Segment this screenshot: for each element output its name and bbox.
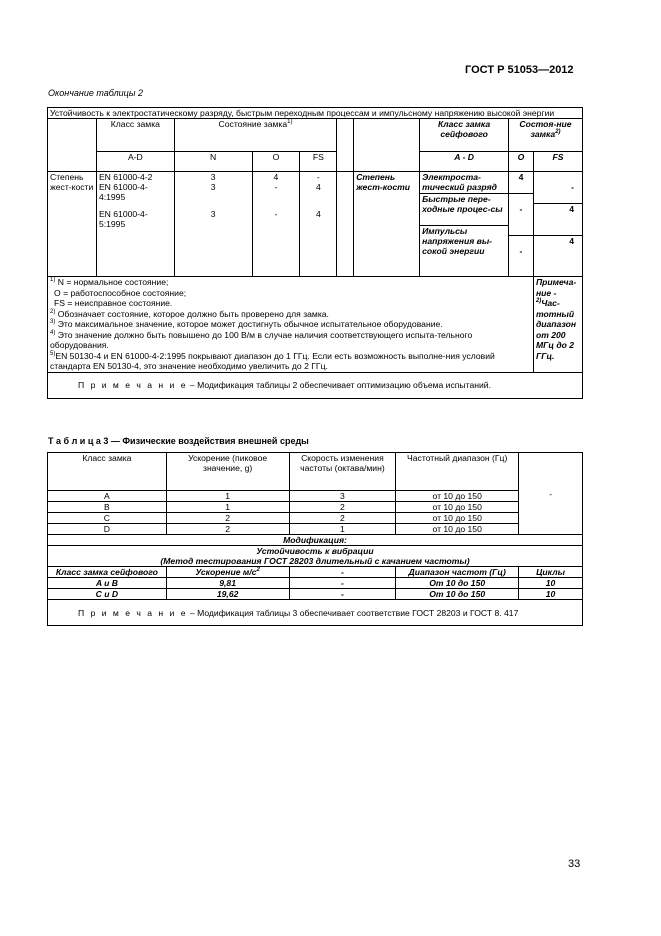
table2-note: П р и м е ч а н и е – Модификация таблицы 2 обеспечивает оптимизацию объема испытаний. [48, 372, 583, 398]
t3-mod-sub2: (Метод тестирования ГОСТ 28203 длительный с качанием частоты) [48, 556, 583, 567]
col-lock-state: Состояние замка$^{1)}$ [174, 119, 337, 152]
t3-mod-cell: От 10 до 150 [396, 589, 519, 600]
table-continuation-caption: Окончание таблицы 2 [48, 88, 143, 98]
o-values: 4 - - [252, 172, 300, 277]
t3-col-freq: Частотный диапазон (Гц) [396, 453, 519, 491]
t3-mod-cell: - [289, 589, 396, 600]
t3-cell: B [48, 502, 167, 513]
n-values: 3 3 3 [174, 172, 252, 277]
t3-mod-head-dash: - [289, 567, 396, 578]
t3-cell: от 10 до 150 [396, 513, 519, 524]
t3-cell: D [48, 524, 167, 535]
t3-mod-cell: C и D [48, 589, 167, 600]
t3-mod-title: Модификация: [48, 535, 583, 546]
t3-mod-cell: 19,62 [166, 589, 289, 600]
t3-mod-cell: 10 [519, 578, 583, 589]
t3-mod-cell: A и B [48, 578, 167, 589]
std-list [96, 172, 174, 277]
col-safe-state: Состоя-ние замка$^{2)}$ [509, 119, 583, 152]
t3-mod-head-accel: Ускорение $м/с^2$ [166, 567, 289, 578]
col-safe-class: Класс замка сейфового [420, 119, 509, 152]
t3-cell: от 10 до 150 [396, 502, 519, 513]
col-lock-class: Класс замка [96, 119, 174, 152]
std-name: EN 61000-4-2 [98, 172, 153, 182]
group-label-safe: Степень жест-кости [354, 172, 420, 277]
sub-ad-safe: A - D [420, 152, 509, 172]
table2-intro: Устойчивость к электростатическому разряду, быстрым переходным процессам и импульсному напряжению высокой энергии [48, 108, 583, 119]
table3-title: Т а б л и ц а 3 — Физические воздействия внешней среды [48, 436, 309, 446]
sub-o-safe: O [509, 152, 534, 172]
t3-mod-head-freq: Диапазон частот (Гц) [396, 567, 519, 578]
std-name: EN 61000-4-4:1995 [98, 182, 148, 202]
side-note: Примеча-ние - $^{2)}$Час-тотный диапазон от 200 МГц до 2 ГГц. [533, 277, 582, 373]
table3-note: П р и м е ч а н и е – Модификация таблицы 3 обеспечивает соответствие ГОСТ 28203 и ГОСТ 8. 417 [48, 600, 583, 626]
t3-cell: 2 [166, 513, 289, 524]
t3-mod-cell: От 10 до 150 [396, 578, 519, 589]
sub-fs: FS [300, 152, 337, 172]
t3-cell: от 10 до 150 [396, 524, 519, 535]
t3-col-accel: Ускорение (пиковое значение, g) [166, 453, 289, 491]
t3-cell: 2 [289, 502, 396, 513]
t3-cell: от 10 до 150 [396, 491, 519, 502]
t3-cell: 1 [166, 491, 289, 502]
t3-mod-head-cls: Класс замка сейфового [48, 567, 167, 578]
t3-mod-cell: 9,81 [166, 578, 289, 589]
t3-mod-cell: 10 [519, 589, 583, 600]
t3-mod-head-cycles: Циклы [519, 567, 583, 578]
sub-ad: A-D [96, 152, 174, 172]
t3-cell: 2 [166, 524, 289, 535]
t3-mod-sub1: Устойчивость к вибрации [48, 546, 583, 557]
safe-o-values: 4 - - [509, 172, 534, 277]
standard-header: ГОСТ Р 51053—2012 [465, 64, 574, 76]
footnotes: $^{1)}$ N = нормальное состояние; O = работоспособное состояние; FS = неисправное состояние. $^{2)}$ Обозначает состояние, которое должно быть проверено для замка. $^{3)}$ Это максимальное значение, которое может достигнуть обычное испытательное оборудование. $^{4)}$ Это значение должно быть повышено до 100 В/м в случае наличия соответствующего испыта-тельного оборудования. $^{5)}$EN 50130-4 и EN 61000-4-2:1995 покрывают диапазон до 1 ГГц. Если есть возможность выполне-ния условий стандарта EN 50130-4, это значение необходимо увеличить до 2 ГГц. [48, 277, 534, 373]
group-label: Степень жест-кости [48, 172, 97, 277]
t3-cell: C [48, 513, 167, 524]
sub-fs-safe: FS [533, 152, 582, 172]
sub-n: N [174, 152, 252, 172]
t3-col-rate: Скорость изменения частоты (октава/мин) [289, 453, 396, 491]
std-name: EN 61000-4-5:1995 [98, 209, 148, 229]
safe-fs-values: - 4 4 [533, 172, 582, 277]
t3-col-lock-class: Класс замка [48, 453, 167, 491]
sub-o: O [252, 152, 300, 172]
t3-cell: 1 [289, 524, 396, 535]
fs-values: - 4 4 [300, 172, 337, 277]
t3-cell: 1 [166, 502, 289, 513]
t3-cell: A [48, 491, 167, 502]
t3-cell: 3 [289, 491, 396, 502]
t3-mod-cell: - [289, 578, 396, 589]
t3-dash: - [519, 453, 583, 535]
safe-names: Электроста-тический разряд Быстрые пере-ходные процес-сы Импульсы напряжения вы-сокой энергии [420, 172, 509, 277]
page-number: 33 [568, 858, 581, 870]
table-3 [47, 452, 583, 626]
t3-cell: 2 [289, 513, 396, 524]
table-2 [47, 107, 583, 399]
